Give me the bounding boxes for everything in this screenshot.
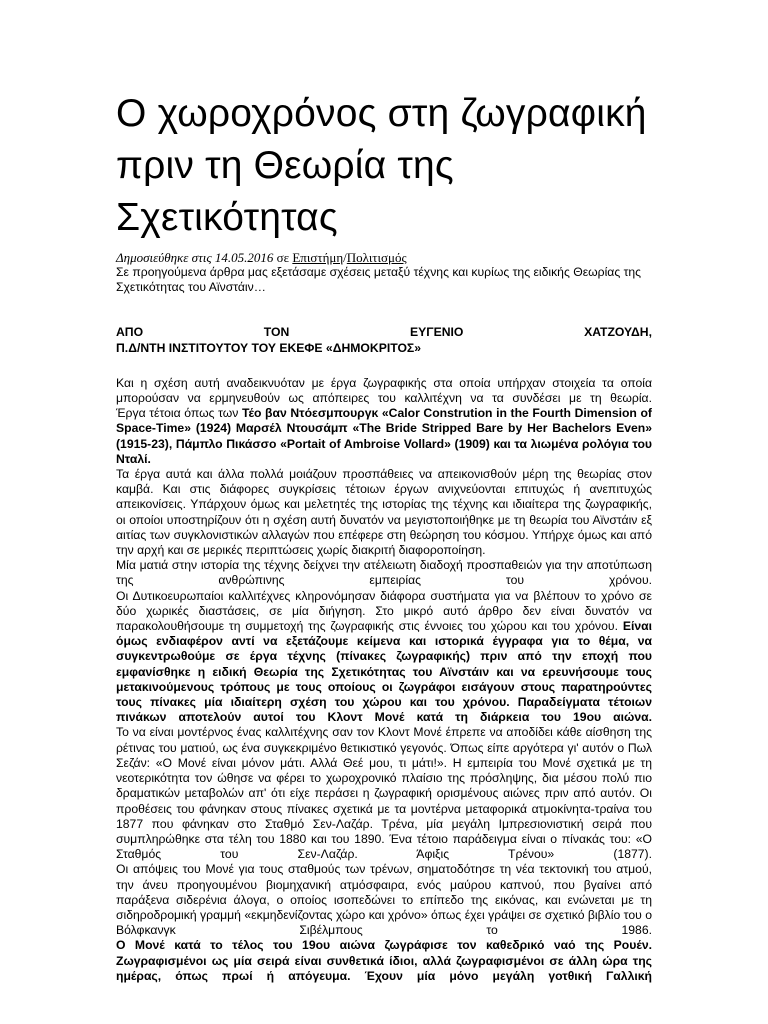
paragraph: [116, 406, 652, 467]
paragraph: [116, 938, 652, 984]
paragraph-text: Έργα τέτοια όπως των: [116, 406, 239, 421]
category-separator: /: [343, 250, 347, 265]
paragraph: Τα έργα αυτά και άλλα πολλά μοιάζουν προσπάθειες να απεικονισθούν μέρη της θεωρίας στον καμβά. Και στις διάφορες συγκρίσεις τέτοιων έργων ανιχνεύονται επιτυχώς ή ανεπιτυχώς απεικονίσεις. Υπάρχουν όμως και μελετητές της ιστορίας της τέχνης και ιδιαίτερα της ζωγραφικής, οι οποίοι υποστηρίζουν ότι η σχέση αυτή δυνατόν να μεγιστοποιήθηκε με τη θεωρία του Αϊνστάιν εξ αιτίας των συγκλονιστικών αλλαγών που επέφερε στη θεώρηση του κόσμου. Υπήρχε όμως και από την αρχή και σε μερικές περιπτώσεις χωρίς διακριτή διαφοροποίηση.: [116, 467, 652, 558]
page-title: Ο χωροχρόνος στη ζωγραφική πριν τη Θεωρία της Σχετικότητας: [116, 92, 647, 239]
author-byline: ΑΠΟ ΤΟΝ ΕΥΓΕΝΙΟ ΧΑΤΖΟΥΔΗ,: [116, 325, 652, 340]
paragraph: Οι απόψεις του Μονέ για τους σταθμούς των τρένων, σηματοδότησε τη νέα τεκτονική του ατμού, την άνευ προηγουμένου βιομηχανική ατμόσφαιρα, ενός μαύρου καπνού, που βγαίνει από παράξενα σιδερένια άλογα, ο οποίος ισοπεδώνει το επίπεδο της εικόνας, και ενώνεται με τη σιδηροδρομική γραμμή «εκμηδενίζοντας χώρο και χρόνο» όπως έχει γράψει σε σχετικό βιβλίο του ο Βόλφκανγκ Σιβέλμπους το 1986.: [116, 862, 652, 938]
artworks-list: Τέο βαν Ντόεσμπουργκ «Calor Constrution in the Fourth Dimension of Space-Time» (1924) Μαρσέλ Ντουσάμπ «The Bride Stripped Bare by Her Bachelors Even» (1915-23), Πάμπλο Πικάσσο «Portait of Ambroise Vollard» (1909) και τα λιωμένα ρολόγια του Νταλί.: [116, 406, 652, 466]
article-meta: [116, 250, 652, 265]
author-affiliation: Π.Δ/ΝΤΗ ΙΝΣΤΙΤΟΥΤΟΥ ΤΟΥ ΕΚΕΦΕ «ΔΗΜΟΚΡΙΤΟΣ»: [116, 340, 422, 355]
paragraph-bold: Ο Μονέ κατά το τέλος του 19ου αιώνα ζωγράφισε τον καθεδρικό ναό της Ρουέν. Ζωγραφισμένοι ως μία σειρά είναι συνθετικά ίδιοι, αλλά ζωγραφισμένοι σε άλλη ώρα της ημέρας, όπως πρωί ή απόγευμα. Έχουν μία μόνο μεγάλη γοτθική Γαλλική: [116, 938, 652, 983]
paragraph-text: Οι Δυτικοευρωπαίοι καλλιτέχνες κληρονόμησαν διάφορα συστήματα για να βλέπουν το χρόνο σε δύο χωρικές διαστάσεις, σε μία διήγηση. Στο μικρό αυτό άρθρο δεν είναι δυνατόν να παρακολουθήσουμε τη συμμετοχή της ζωγραφικής στις έννοιες του χώρου και του χρόνου.: [116, 588, 652, 634]
category-prefix: σε: [276, 250, 290, 265]
article-intro: Σε προηγούμενα άρθρα μας εξετάσαμε σχέσεις μεταξύ τέχνης και κυρίως της ειδικής Θεωρίας της Σχετικότητας του Αϊνστάιν…: [116, 265, 642, 295]
category-link-science[interactable]: Επιστήμη: [292, 250, 344, 265]
paragraph-bold: Είναι όμως ενδιαφέρον αντί να εξετάζουμε κείμενα και ιστορικά έγγραφα για το θέμα, να συγκεντρωθούμε σε έργα τέχνης (πίνακες ζωγραφικής) πριν από την εποχή που εμφανίσθηκε η ειδική Θεωρία της Σχετικότητας του Αϊνστάιν και να ερευνήσουμε τους μετακινούμενους τρόπους με τους οποίους οι ζωγράφοι εισάγουν στους παρατηρούντες τους πίνακες μία ιδιαίτερη σχέση του χώρου και του χρόνου. Παραδείγματα τέτοιων πινάκων αποτελούν αυτοί του Κλοντ Μονέ κατά τη διάρκεια του 19ου αιώνα.: [116, 619, 652, 725]
article: [116, 88, 652, 984]
paragraph: Μία ματιά στην ιστορία της τέχνης δείχνει την ατέλειωτη διαδοχή προσπαθειών για την αποτύπωση της ανθρώπινης εμπειρίας του χρόνου.: [116, 558, 652, 588]
paragraph: Το να είναι μοντέρνος ένας καλλιτέχνης σαν τον Κλοντ Μονέ έπρεπε να αποδίδει κάθε αίσθηση της ρέτινας του ματιού, ως ένα συγκεκριμένο θετικιστικό γεγονός. Όπως είπε αργότερα γι' αυτόν ο Πωλ Σεζάν: «Ο Μονέ είναι μόνον μάτι. Αλλά Θεέ μου, τι μάτι!». Η εμπειρία του Μονέ σχετικά με τη νεοτερικότητα τον ώθησε να φέρει το χωροχρονικό πλαίσιο της πρόσληψης, δια μέσου πολύ πιο δραματικών μεταβολών απ' ότι είχε περάσει η ζωγραφική ορισμένους αιώνες πριν από αυτόν. Οι προθέσεις του φάνηκαν στους πίνακες σχετικά με τα μοντέρνα μεταφορικά ατμοκίνητα-τραίνα του 1877 που φάνηκαν στο Σταθμό Σεν-Λαζάρ. Τρένα, μία μεγάλη Ιμπρεσιονιστική σειρά που συμπληρώθηκε στα τέλη του 1880 και του 1890. Ένα τέτοιο παράδειγμα είναι ο πίνακάς του: «Ο Σταθμός του Σεν-Λαζάρ. Άφιξις Τρένου» (1877).: [116, 725, 652, 862]
category-link-culture[interactable]: Πολιτισμός: [346, 250, 407, 265]
paragraph: [116, 589, 652, 726]
paragraph: Και η σχέση αυτή αναδεικνυόταν με έργα ζωγραφικής στα οποία υπήρχαν στοιχεία τα οποία μπορούσαν να ερμηνευθούν ως απόπειρες του καλλιτέχνη να τα συνδέσει με τη θεωρία.: [116, 375, 652, 406]
article-body: [116, 376, 652, 984]
publish-date: Δημοσιεύθηκε στις 14.05.2016: [116, 250, 274, 265]
